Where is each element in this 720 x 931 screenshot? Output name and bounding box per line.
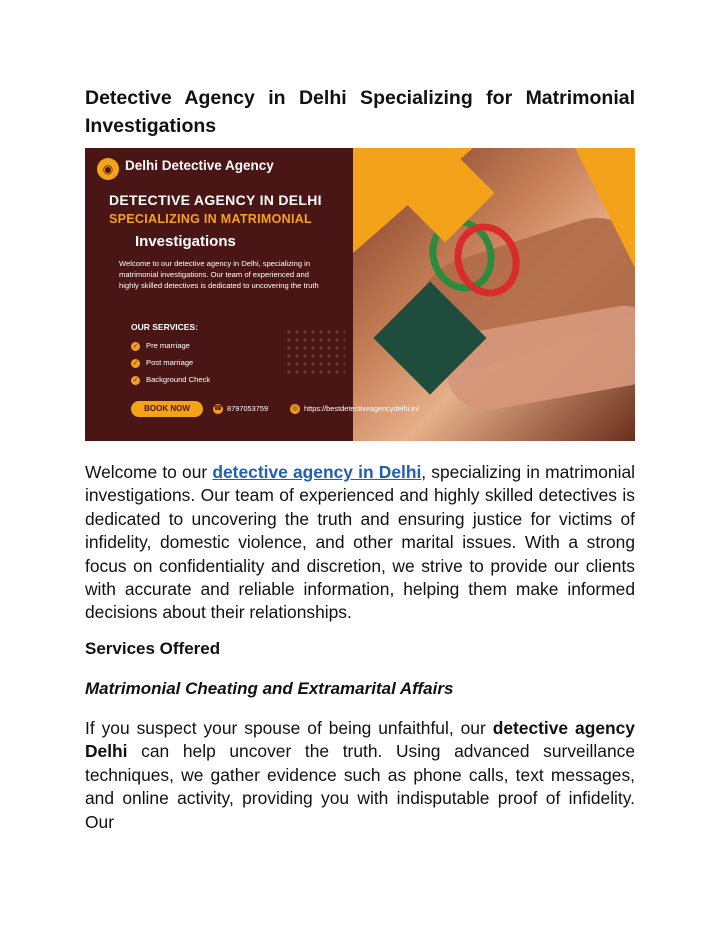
banner-service-item: ✓ Post marriage <box>132 358 194 367</box>
bold-keyword: detective agency Delhi <box>85 718 635 762</box>
banner-title-line2: SPECIALIZING IN MATRIMONIAL <box>109 212 312 226</box>
check-icon: ✓ <box>132 342 139 350</box>
banner-service-item: ✓ Background Check <box>132 375 211 384</box>
banner-title-line3: Investigations <box>135 233 236 250</box>
check-icon: ✓ <box>132 376 139 384</box>
phone-icon: ☎ <box>213 405 223 413</box>
check-icon: ✓ <box>132 359 139 367</box>
orange-corner <box>575 148 635 268</box>
globe-icon: ◎ <box>291 405 299 413</box>
dot-pattern <box>285 328 345 378</box>
intro-paragraph: Welcome to our detective agency in Delhi, specializing in matrimonial investigations. Our team of experienced and highly skilled detectives is dedicated to uncovering the truth and ensuring justice for victims of infidelity, domestic violence, and other marital issues. With a strong focus on confidentiality and discretion, we strive to provide our clients with accurate and reliable information, helping them make informed decisions about their relationships. <box>85 462 636 623</box>
banner-service-item: ✓ Pre marriage <box>132 341 190 350</box>
banner-website: ◎ https://bestdetectiveagencydelhi.in/ <box>291 404 420 413</box>
page-title: Detective Agency in Delhi Specializing for Matrimonial Investigations <box>85 87 635 137</box>
subheading-cheating: Matrimonial Cheating and Extramarital Affairs <box>85 679 454 698</box>
services-heading: Services Offered <box>85 639 221 658</box>
banner-brand: Delhi Detective Agency <box>125 158 274 173</box>
banner-description: Welcome to our detective agency in Delhi, specializing in matrimonial investigations. Our team of experienced and highly skilled detectives is dedicated to uncovering the truth <box>119 259 319 290</box>
banner-services-heading: OUR SERVICES: <box>131 322 198 332</box>
book-now-button[interactable]: BOOK NOW <box>131 401 203 417</box>
banner-image <box>85 148 635 441</box>
brand-logo-icon: ◉ <box>97 158 119 180</box>
detective-agency-link[interactable]: detective agency in Delhi <box>212 462 422 482</box>
banner-phone: ☎ 8797053759 <box>213 404 269 413</box>
cheating-paragraph: If you suspect your spouse of being unfaithful, our detective agency Delhi can help uncover the truth. Using advanced surveillance techniques, we gather evidence such as phone calls, text messages, and online activity, providing you with indisputable proof of infidelity. Our <box>85 718 635 832</box>
banner-title-line1: DETECTIVE AGENCY IN DELHI <box>109 192 322 208</box>
